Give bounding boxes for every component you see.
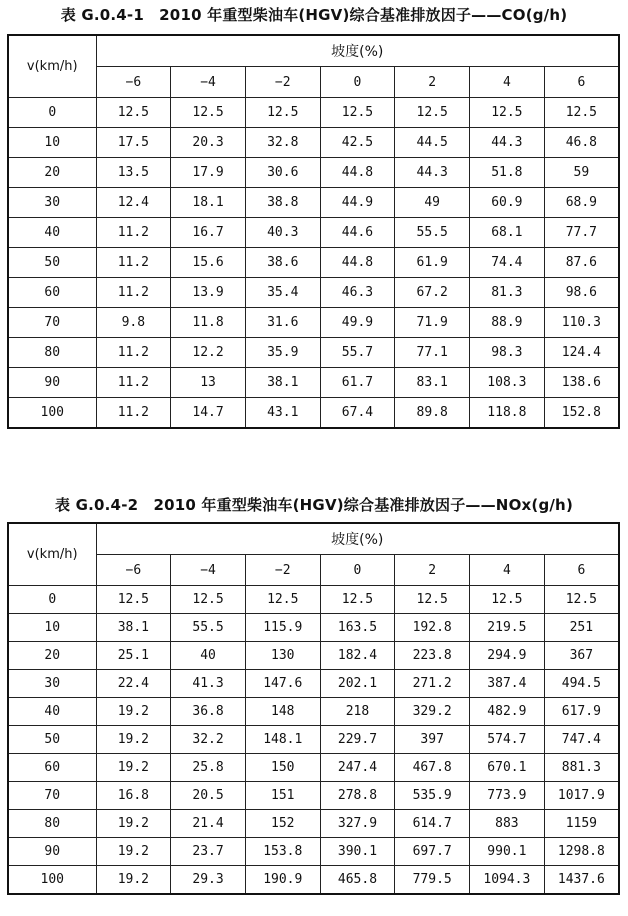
table-row bbox=[8, 838, 619, 866]
value-cell: 327.9 bbox=[320, 810, 395, 838]
value-cell: 25.1 bbox=[96, 642, 171, 670]
value-cell: 12.5 bbox=[171, 98, 246, 128]
grade-header: 2 bbox=[395, 555, 470, 586]
value-cell: 44.3 bbox=[470, 128, 545, 158]
value-cell: 35.9 bbox=[245, 338, 320, 368]
speed-cell: 60 bbox=[8, 278, 96, 308]
value-cell: 147.6 bbox=[245, 670, 320, 698]
table-row bbox=[8, 642, 619, 670]
speed-header: v(km/h) bbox=[8, 523, 96, 586]
value-cell: 218 bbox=[320, 698, 395, 726]
table-row bbox=[8, 586, 619, 614]
speed-cell: 40 bbox=[8, 218, 96, 248]
value-cell: 19.2 bbox=[96, 754, 171, 782]
value-cell: 44.3 bbox=[395, 158, 470, 188]
value-cell: 12.5 bbox=[470, 98, 545, 128]
value-cell: 1298.8 bbox=[544, 838, 619, 866]
value-cell: 12.5 bbox=[470, 586, 545, 614]
value-cell: 773.9 bbox=[470, 782, 545, 810]
table2-caption: 表 G.0.4-2 2010 年重型柴油车(HGV)综合基准排放因子——NOx(g/h) bbox=[54, 496, 573, 514]
value-cell: 152.8 bbox=[544, 398, 619, 429]
grade-header: 0 bbox=[320, 67, 395, 98]
value-cell: 44.5 bbox=[395, 128, 470, 158]
slope-header: 坡度(%) bbox=[96, 35, 619, 67]
value-cell: 38.8 bbox=[245, 188, 320, 218]
value-cell: 329.2 bbox=[395, 698, 470, 726]
value-cell: 12.5 bbox=[171, 586, 246, 614]
value-cell: 98.3 bbox=[470, 338, 545, 368]
value-cell: 617.9 bbox=[544, 698, 619, 726]
value-cell: 38.6 bbox=[245, 248, 320, 278]
value-cell: 11.2 bbox=[96, 398, 171, 429]
grade-header: 2 bbox=[395, 67, 470, 98]
speed-cell: 40 bbox=[8, 698, 96, 726]
value-cell: 21.4 bbox=[171, 810, 246, 838]
grade-header: 6 bbox=[544, 67, 619, 98]
value-cell: 46.3 bbox=[320, 278, 395, 308]
value-cell: 11.2 bbox=[96, 278, 171, 308]
table-row bbox=[8, 398, 619, 429]
grade-header: −4 bbox=[171, 67, 246, 98]
value-cell: 11.2 bbox=[96, 338, 171, 368]
grade-header: −2 bbox=[245, 555, 320, 586]
value-cell: 46.8 bbox=[544, 128, 619, 158]
value-cell: 77.1 bbox=[395, 338, 470, 368]
speed-cell: 50 bbox=[8, 726, 96, 754]
value-cell: 747.4 bbox=[544, 726, 619, 754]
value-cell: 19.2 bbox=[96, 726, 171, 754]
value-cell: 43.1 bbox=[245, 398, 320, 429]
value-cell: 229.7 bbox=[320, 726, 395, 754]
table-row bbox=[8, 98, 619, 128]
value-cell: 294.9 bbox=[470, 642, 545, 670]
grade-header: 4 bbox=[470, 67, 545, 98]
table-row bbox=[8, 810, 619, 838]
value-cell: 49.9 bbox=[320, 308, 395, 338]
value-cell: 55.5 bbox=[395, 218, 470, 248]
value-cell: 67.2 bbox=[395, 278, 470, 308]
table-row bbox=[8, 726, 619, 754]
table-row bbox=[8, 218, 619, 248]
speed-cell: 0 bbox=[8, 98, 96, 128]
speed-cell: 50 bbox=[8, 248, 96, 278]
speed-cell: 100 bbox=[8, 866, 96, 895]
value-cell: 14.7 bbox=[171, 398, 246, 429]
value-cell: 670.1 bbox=[470, 754, 545, 782]
value-cell: 108.3 bbox=[470, 368, 545, 398]
value-cell: 465.8 bbox=[320, 866, 395, 895]
speed-cell: 100 bbox=[8, 398, 96, 429]
speed-cell: 90 bbox=[8, 838, 96, 866]
value-cell: 12.5 bbox=[544, 98, 619, 128]
value-cell: 18.1 bbox=[171, 188, 246, 218]
value-cell: 74.4 bbox=[470, 248, 545, 278]
table-row bbox=[8, 278, 619, 308]
value-cell: 31.6 bbox=[245, 308, 320, 338]
speed-cell: 70 bbox=[8, 782, 96, 810]
speed-cell: 30 bbox=[8, 188, 96, 218]
value-cell: 152 bbox=[245, 810, 320, 838]
value-cell: 15.6 bbox=[171, 248, 246, 278]
value-cell: 88.9 bbox=[470, 308, 545, 338]
table1-caption: 表 G.0.4-1 2010 年重型柴油车(HGV)综合基准排放因子——CO(g/h) bbox=[60, 6, 568, 24]
value-cell: 614.7 bbox=[395, 810, 470, 838]
value-cell: 19.2 bbox=[96, 698, 171, 726]
value-cell: 25.8 bbox=[171, 754, 246, 782]
value-cell: 697.7 bbox=[395, 838, 470, 866]
value-cell: 83.1 bbox=[395, 368, 470, 398]
grade-header-row bbox=[8, 67, 619, 98]
value-cell: 278.8 bbox=[320, 782, 395, 810]
value-cell: 20.5 bbox=[171, 782, 246, 810]
value-cell: 19.2 bbox=[96, 838, 171, 866]
value-cell: 12.5 bbox=[320, 98, 395, 128]
value-cell: 148.1 bbox=[245, 726, 320, 754]
value-cell: 467.8 bbox=[395, 754, 470, 782]
value-cell: 87.6 bbox=[544, 248, 619, 278]
value-cell: 881.3 bbox=[544, 754, 619, 782]
value-cell: 17.9 bbox=[171, 158, 246, 188]
value-cell: 11.2 bbox=[96, 218, 171, 248]
value-cell: 20.3 bbox=[171, 128, 246, 158]
value-cell: 19.2 bbox=[96, 866, 171, 895]
speed-cell: 20 bbox=[8, 642, 96, 670]
value-cell: 16.8 bbox=[96, 782, 171, 810]
value-cell: 397 bbox=[395, 726, 470, 754]
value-cell: 61.9 bbox=[395, 248, 470, 278]
value-cell: 44.6 bbox=[320, 218, 395, 248]
value-cell: 12.2 bbox=[171, 338, 246, 368]
grade-header: −6 bbox=[96, 555, 171, 586]
value-cell: 9.8 bbox=[96, 308, 171, 338]
value-cell: 11.8 bbox=[171, 308, 246, 338]
nox-emission-table bbox=[7, 522, 620, 895]
value-cell: 40 bbox=[171, 642, 246, 670]
value-cell: 12.5 bbox=[245, 586, 320, 614]
value-cell: 138.6 bbox=[544, 368, 619, 398]
value-cell: 38.1 bbox=[96, 614, 171, 642]
table-row bbox=[8, 368, 619, 398]
speed-cell: 80 bbox=[8, 810, 96, 838]
value-cell: 59 bbox=[544, 158, 619, 188]
value-cell: 35.4 bbox=[245, 278, 320, 308]
value-cell: 44.8 bbox=[320, 248, 395, 278]
value-cell: 71.9 bbox=[395, 308, 470, 338]
value-cell: 387.4 bbox=[470, 670, 545, 698]
grade-header: 4 bbox=[470, 555, 545, 586]
speed-cell: 10 bbox=[8, 128, 96, 158]
value-cell: 30.6 bbox=[245, 158, 320, 188]
value-cell: 32.8 bbox=[245, 128, 320, 158]
table-row bbox=[8, 308, 619, 338]
grade-header: 6 bbox=[544, 555, 619, 586]
table-row bbox=[8, 248, 619, 278]
table-row bbox=[8, 782, 619, 810]
value-cell: 44.8 bbox=[320, 158, 395, 188]
value-cell: 202.1 bbox=[320, 670, 395, 698]
value-cell: 219.5 bbox=[470, 614, 545, 642]
value-cell: 494.5 bbox=[544, 670, 619, 698]
value-cell: 163.5 bbox=[320, 614, 395, 642]
value-cell: 153.8 bbox=[245, 838, 320, 866]
speed-cell: 20 bbox=[8, 158, 96, 188]
value-cell: 12.5 bbox=[395, 586, 470, 614]
value-cell: 1159 bbox=[544, 810, 619, 838]
value-cell: 81.3 bbox=[470, 278, 545, 308]
value-cell: 11.2 bbox=[96, 368, 171, 398]
value-cell: 271.2 bbox=[395, 670, 470, 698]
table-row bbox=[8, 338, 619, 368]
value-cell: 12.4 bbox=[96, 188, 171, 218]
value-cell: 190.9 bbox=[245, 866, 320, 895]
value-cell: 148 bbox=[245, 698, 320, 726]
value-cell: 12.5 bbox=[395, 98, 470, 128]
value-cell: 482.9 bbox=[470, 698, 545, 726]
speed-cell: 0 bbox=[8, 586, 96, 614]
value-cell: 19.2 bbox=[96, 810, 171, 838]
speed-cell: 70 bbox=[8, 308, 96, 338]
value-cell: 110.3 bbox=[544, 308, 619, 338]
speed-cell: 30 bbox=[8, 670, 96, 698]
value-cell: 98.6 bbox=[544, 278, 619, 308]
value-cell: 44.9 bbox=[320, 188, 395, 218]
value-cell: 390.1 bbox=[320, 838, 395, 866]
grade-header: −4 bbox=[171, 555, 246, 586]
value-cell: 535.9 bbox=[395, 782, 470, 810]
value-cell: 49 bbox=[395, 188, 470, 218]
value-cell: 51.8 bbox=[470, 158, 545, 188]
value-cell: 12.5 bbox=[320, 586, 395, 614]
grade-header: 0 bbox=[320, 555, 395, 586]
table-row bbox=[8, 754, 619, 782]
value-cell: 36.8 bbox=[171, 698, 246, 726]
value-cell: 13 bbox=[171, 368, 246, 398]
value-cell: 60.9 bbox=[470, 188, 545, 218]
value-cell: 12.5 bbox=[96, 98, 171, 128]
speed-cell: 60 bbox=[8, 754, 96, 782]
value-cell: 367 bbox=[544, 642, 619, 670]
speed-cell: 90 bbox=[8, 368, 96, 398]
value-cell: 574.7 bbox=[470, 726, 545, 754]
value-cell: 192.8 bbox=[395, 614, 470, 642]
value-cell: 32.2 bbox=[171, 726, 246, 754]
grade-header: −2 bbox=[245, 67, 320, 98]
value-cell: 67.4 bbox=[320, 398, 395, 429]
slope-header: 坡度(%) bbox=[96, 523, 619, 555]
table-row bbox=[8, 614, 619, 642]
value-cell: 40.3 bbox=[245, 218, 320, 248]
co-emission-table bbox=[7, 34, 620, 429]
value-cell: 68.9 bbox=[544, 188, 619, 218]
value-cell: 990.1 bbox=[470, 838, 545, 866]
value-cell: 1437.6 bbox=[544, 866, 619, 895]
value-cell: 12.5 bbox=[544, 586, 619, 614]
value-cell: 151 bbox=[245, 782, 320, 810]
table-row bbox=[8, 698, 619, 726]
value-cell: 12.5 bbox=[245, 98, 320, 128]
value-cell: 55.7 bbox=[320, 338, 395, 368]
speed-cell: 10 bbox=[8, 614, 96, 642]
value-cell: 29.3 bbox=[171, 866, 246, 895]
value-cell: 42.5 bbox=[320, 128, 395, 158]
value-cell: 1094.3 bbox=[470, 866, 545, 895]
grade-header-row bbox=[8, 555, 619, 586]
table-row bbox=[8, 866, 619, 895]
value-cell: 11.2 bbox=[96, 248, 171, 278]
speed-cell: 80 bbox=[8, 338, 96, 368]
table-row bbox=[8, 128, 619, 158]
value-cell: 77.7 bbox=[544, 218, 619, 248]
value-cell: 124.4 bbox=[544, 338, 619, 368]
value-cell: 182.4 bbox=[320, 642, 395, 670]
value-cell: 89.8 bbox=[395, 398, 470, 429]
value-cell: 16.7 bbox=[171, 218, 246, 248]
value-cell: 1017.9 bbox=[544, 782, 619, 810]
value-cell: 22.4 bbox=[96, 670, 171, 698]
value-cell: 130 bbox=[245, 642, 320, 670]
value-cell: 12.5 bbox=[96, 586, 171, 614]
value-cell: 38.1 bbox=[245, 368, 320, 398]
value-cell: 13.9 bbox=[171, 278, 246, 308]
value-cell: 150 bbox=[245, 754, 320, 782]
value-cell: 779.5 bbox=[395, 866, 470, 895]
value-cell: 23.7 bbox=[171, 838, 246, 866]
value-cell: 883 bbox=[470, 810, 545, 838]
value-cell: 118.8 bbox=[470, 398, 545, 429]
value-cell: 247.4 bbox=[320, 754, 395, 782]
speed-header: v(km/h) bbox=[8, 35, 96, 98]
value-cell: 115.9 bbox=[245, 614, 320, 642]
value-cell: 61.7 bbox=[320, 368, 395, 398]
table-row bbox=[8, 158, 619, 188]
value-cell: 223.8 bbox=[395, 642, 470, 670]
table-row bbox=[8, 670, 619, 698]
value-cell: 55.5 bbox=[171, 614, 246, 642]
value-cell: 68.1 bbox=[470, 218, 545, 248]
value-cell: 251 bbox=[544, 614, 619, 642]
value-cell: 17.5 bbox=[96, 128, 171, 158]
table-row bbox=[8, 188, 619, 218]
value-cell: 41.3 bbox=[171, 670, 246, 698]
grade-header: −6 bbox=[96, 67, 171, 98]
value-cell: 13.5 bbox=[96, 158, 171, 188]
